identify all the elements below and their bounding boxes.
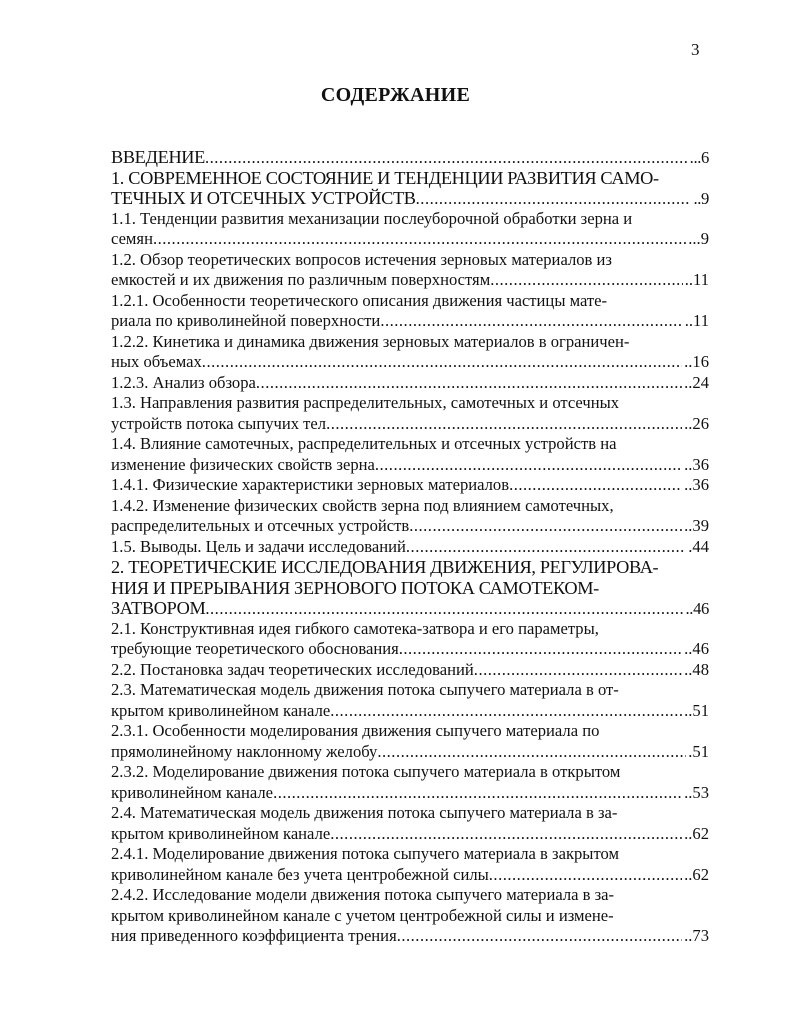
toc-page-number: ..73	[684, 926, 709, 945]
toc-entry-text: емкостей и их движения по различным поверхностям	[111, 270, 491, 289]
dot-leader	[474, 660, 682, 681]
toc-entry-text: 1.2.3. Анализ обзора	[111, 372, 256, 392]
toc-line	[111, 229, 709, 250]
dot-leader	[273, 783, 682, 804]
dot-leader	[153, 229, 686, 250]
toc-entry-text: 2.4.1. Моделирование движения потока сыпучего материала в закрытом	[111, 844, 619, 863]
toc-entry-text: криволинейном канале без учета центробежной силы	[111, 864, 489, 884]
toc-page-number: ..62	[684, 823, 709, 843]
toc-entry-text: НИЯ И ПРЕРЫВАНИЯ ЗЕРНОВОГО ПОТОКА САМОТЕКОМ-	[111, 577, 599, 598]
toc-entry-text: риала по криволинейной поверхности	[111, 311, 381, 330]
toc-line	[111, 168, 709, 189]
toc-entry	[111, 434, 709, 475]
dot-leader	[330, 824, 682, 845]
toc-entry	[111, 803, 709, 844]
toc-entry	[111, 332, 709, 373]
toc-entry	[111, 721, 709, 762]
toc-page-number: ..39	[684, 516, 709, 535]
table-of-contents	[111, 147, 709, 947]
dot-leader	[202, 352, 682, 373]
toc-page-number: ..46	[685, 599, 709, 618]
toc-page-number: ..48	[684, 659, 709, 679]
toc-page-number: ...6	[689, 148, 709, 167]
toc-line	[111, 660, 709, 681]
toc-line	[111, 373, 709, 394]
toc-page-number: ..46	[684, 639, 709, 658]
toc-page-number: ..24	[684, 372, 709, 392]
toc-line	[111, 619, 709, 640]
toc-entry-text: 1. СОВРЕМЕННОЕ СОСТОЯНИЕ И ТЕНДЕНЦИИ РАЗВИТИЯ САМО-	[111, 167, 659, 188]
toc-entry-text: устройств потока сыпучих тел	[111, 413, 327, 433]
toc-entry-text: криволинейном канале	[111, 782, 274, 802]
toc-line	[111, 578, 709, 599]
toc-line	[111, 270, 709, 291]
toc-entry	[111, 393, 709, 434]
toc-line	[111, 762, 709, 783]
toc-page-number: ..11	[684, 270, 709, 289]
toc-entry-text: изменение физических свойств зерна	[111, 454, 375, 474]
toc-page-number: ..53	[684, 782, 709, 802]
toc-line	[111, 557, 709, 578]
toc-line	[111, 783, 709, 804]
toc-line	[111, 332, 709, 353]
toc-entry-text: прямолинейному наклонному желобу	[111, 741, 378, 761]
toc-entry-text: 2.3.1. Особенности моделирования движения сыпучего материала по	[111, 721, 600, 740]
toc-line	[111, 311, 709, 332]
toc-entry-text: 2.3. Математическая модель движения потока сыпучего материала в от-	[111, 680, 619, 699]
toc-entry	[111, 844, 709, 885]
toc-entry-text: 1.2.1. Особенности теоретического описания движения частицы мате-	[111, 290, 608, 310]
toc-line	[111, 885, 709, 906]
toc-line	[111, 537, 709, 558]
toc-entry-text: требующие теоретического обоснования	[111, 639, 399, 658]
toc-entry-text: 1.5. Выводы. Цель и задачи исследований	[111, 536, 406, 556]
dot-leader	[330, 701, 682, 722]
page-title: СОДЕРЖАНИЕ	[320, 84, 471, 106]
toc-page-number: ..11	[684, 311, 709, 330]
toc-line	[111, 639, 709, 660]
toc-entry-text: ния приведенного коэффициента трения	[111, 926, 397, 945]
toc-page-number: ..16	[684, 352, 709, 371]
page-number: 3	[691, 40, 700, 59]
toc-line	[111, 496, 709, 517]
toc-entry-text: 2. ТЕОРЕТИЧЕСКИЕ ИССЛЕДОВАНИЯ ДВИЖЕНИЯ, РЕГУЛИРОВА-	[111, 557, 659, 577]
toc-entry	[111, 537, 709, 558]
toc-page-number: ..36	[684, 475, 709, 494]
toc-entry	[111, 680, 709, 721]
toc-entry	[111, 557, 709, 619]
toc-entry	[111, 496, 709, 537]
toc-line	[111, 742, 709, 763]
toc-line	[111, 516, 709, 537]
toc-entry-text: 1.4.1. Физические характеристики зерновых материалов	[111, 475, 510, 494]
dot-leader	[256, 373, 682, 394]
toc-line	[111, 352, 709, 373]
toc-entry-text: крытом криволинейном канале	[111, 700, 331, 720]
toc-line	[111, 250, 709, 271]
toc-entry-text: семян	[111, 229, 153, 248]
toc-line	[111, 188, 709, 209]
toc-entry-text: 1.4.2. Изменение физических свойств зерна под влиянием самотечных,	[111, 495, 614, 515]
toc-entry	[111, 762, 709, 803]
toc-entry-text: 2.4. Математическая модель движения потока сыпучего материала в за-	[111, 803, 618, 822]
toc-entry	[111, 209, 709, 250]
toc-line	[111, 824, 709, 845]
toc-entry	[111, 147, 709, 168]
toc-entry-text: ЗАТВОРОМ	[111, 598, 206, 618]
toc-entry	[111, 373, 709, 394]
toc-entry-text: 2.3.2. Моделирование движения потока сыпучего материала в открытом	[111, 762, 621, 781]
toc-entry	[111, 291, 709, 332]
toc-entry	[111, 168, 709, 209]
dot-leader	[416, 189, 692, 209]
toc-entry-text: 2.1. Конструктивная идея гибкого самотека-затвора и его параметры,	[111, 618, 599, 638]
dot-leader	[409, 516, 682, 537]
dot-leader	[397, 926, 682, 947]
toc-page-number: .51	[688, 741, 709, 761]
dot-leader	[380, 311, 682, 332]
dot-leader	[326, 414, 682, 435]
toc-entry-text: ВВЕДЕНИЕ	[111, 147, 205, 167]
toc-line	[111, 475, 709, 496]
toc-line	[111, 701, 709, 722]
toc-entry-text: 2.4.2. Исследование модели движения потока сыпучего материала в за-	[111, 885, 615, 904]
toc-line	[111, 803, 709, 824]
toc-entry-text: 2.2. Постановка задач теоретических исследований	[111, 659, 474, 679]
toc-entry-text: 1.1. Тенденции развития механизации послеуборочной обработки зерна и	[111, 208, 633, 228]
toc-entry-text: 1.2. Обзор теоретических вопросов истечения зерновых материалов из	[111, 249, 612, 269]
toc-entry-text: крытом криволинейном канале	[111, 823, 331, 843]
dot-leader	[205, 148, 688, 168]
toc-entry	[111, 250, 709, 291]
dot-leader	[509, 475, 682, 496]
dot-leader	[377, 742, 686, 763]
toc-line	[111, 906, 709, 927]
toc-line	[111, 147, 709, 168]
toc-entry-text: распределительных и отсечных устройств	[111, 516, 410, 535]
dot-leader	[399, 639, 682, 660]
toc-page-number: .44	[688, 536, 709, 556]
toc-line	[111, 598, 709, 619]
dot-leader	[205, 599, 683, 619]
toc-entry-text: ТЕЧНЫХ И ОТСЕЧНЫХ УСТРОЙСТВ	[111, 188, 416, 208]
toc-page-number: ..62	[684, 864, 709, 884]
toc-entry-text: 1.2.2. Кинетика и динамика движения зерновых материалов в ограничен-	[111, 331, 630, 351]
toc-entry	[111, 475, 709, 496]
toc-entry-text: 1.4. Влияние самотечных, распределительных и отсечных устройств на	[111, 434, 617, 453]
toc-page-number: ...9	[688, 229, 709, 248]
toc-line	[111, 926, 709, 947]
toc-entry	[111, 660, 709, 681]
toc-entry-text: 1.3. Направления развития распределительных, самотечных и отсечных	[111, 393, 620, 412]
toc-line	[111, 393, 709, 414]
toc-line	[111, 434, 709, 455]
toc-page-number: ..26	[684, 413, 709, 433]
toc-page-number: ..9	[693, 189, 709, 208]
toc-line	[111, 680, 709, 701]
dot-leader	[406, 537, 686, 558]
toc-page-number: ..51	[684, 700, 709, 720]
toc-line	[111, 291, 709, 312]
toc-line	[111, 865, 709, 886]
toc-line	[111, 414, 709, 435]
toc-entry-text: ных объемах	[111, 352, 202, 371]
toc-entry-text: крытом криволинейном канале с учетом центробежной силы и измене-	[111, 905, 614, 925]
dot-leader	[489, 865, 682, 886]
toc-line	[111, 721, 709, 742]
dot-leader	[375, 455, 682, 476]
dot-leader	[490, 270, 683, 291]
toc-line	[111, 455, 709, 476]
toc-line	[111, 209, 709, 230]
toc-page-number: ..36	[684, 454, 709, 474]
toc-entry	[111, 619, 709, 660]
toc-entry	[111, 885, 709, 947]
toc-line	[111, 844, 709, 865]
